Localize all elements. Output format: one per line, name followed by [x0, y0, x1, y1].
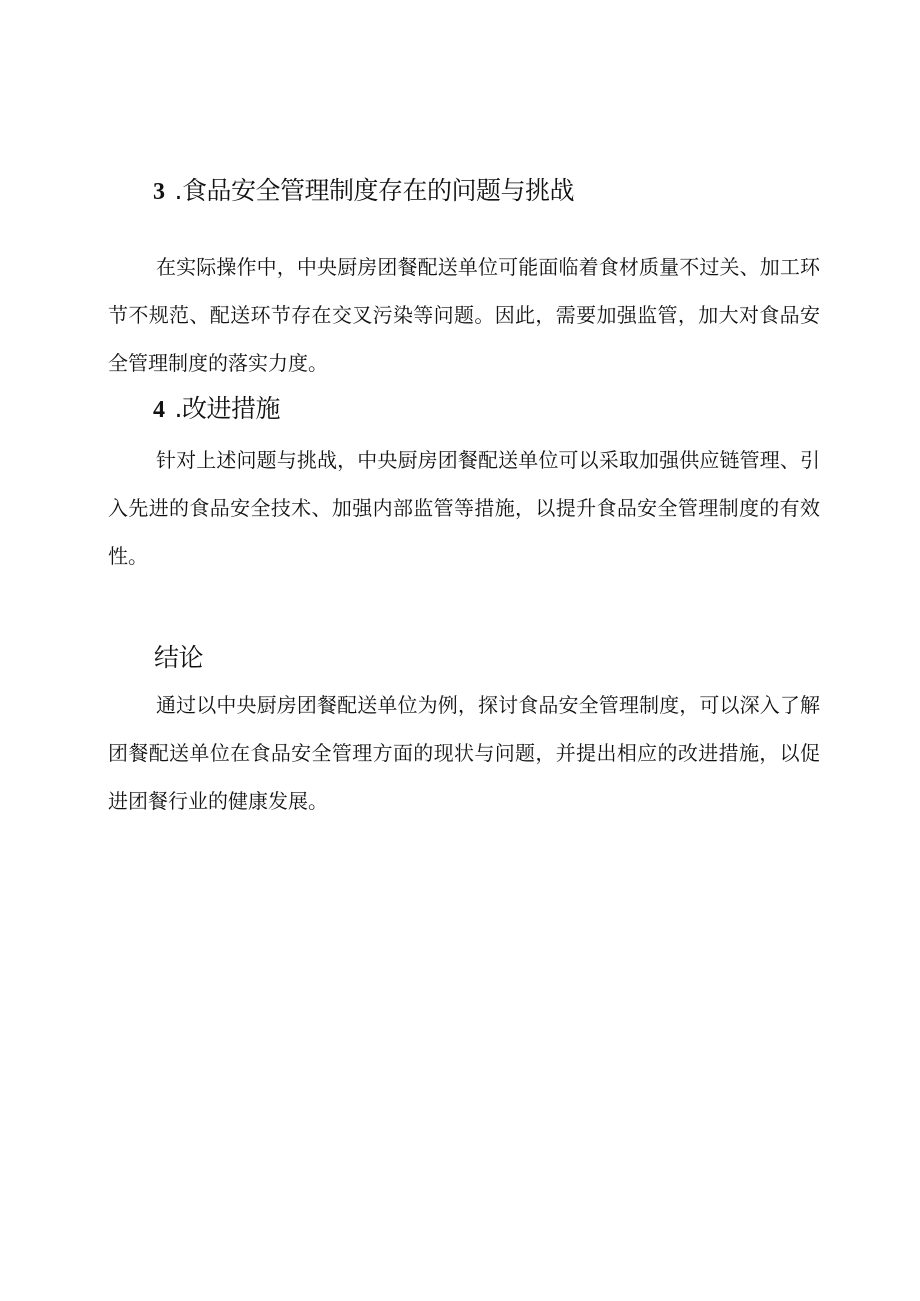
- conclusion-body: [108, 681, 820, 825]
- section-3-title: .食品安全管理制度存在的问题与挑战: [174, 176, 574, 205]
- section-4-number: 4: [153, 397, 165, 423]
- section-3-paragraph: 在实际操作中，中央厨房团餐配送单位可能面临着食材质量不过关、加工环节不规范、配送环节存在交叉污染等问题。因此，需要加强监管，加大对食品安全管理制度的落实力度。: [108, 255, 820, 375]
- conclusion-paragraph: 通过以中央厨房团餐配送单位为例，探讨食品安全管理制度，可以深入了解团餐配送单位在食品安全管理方面的现状与问题，并提出相应的改进措施，以促进团餐行业的健康发展。: [108, 693, 820, 813]
- section-3-heading: [153, 174, 753, 209]
- section-4-paragraph: 针对上述问题与挑战，中央厨房团餐配送单位可以采取加强供应链管理、引入先进的食品安全技术、加强内部监管等措施，以提升食品安全管理制度的有效性。: [108, 448, 820, 568]
- section-4-heading-text: [153, 392, 753, 427]
- conclusion-title: 结论: [154, 643, 204, 672]
- section-4-body: [108, 436, 820, 580]
- conclusion-heading: [154, 641, 754, 675]
- section-3-number: 3: [153, 179, 165, 205]
- section-4-title: .改进措施: [174, 394, 280, 423]
- section-3-heading-text: [153, 174, 753, 209]
- section-3-body: [108, 243, 820, 387]
- section-4-heading: [153, 392, 753, 427]
